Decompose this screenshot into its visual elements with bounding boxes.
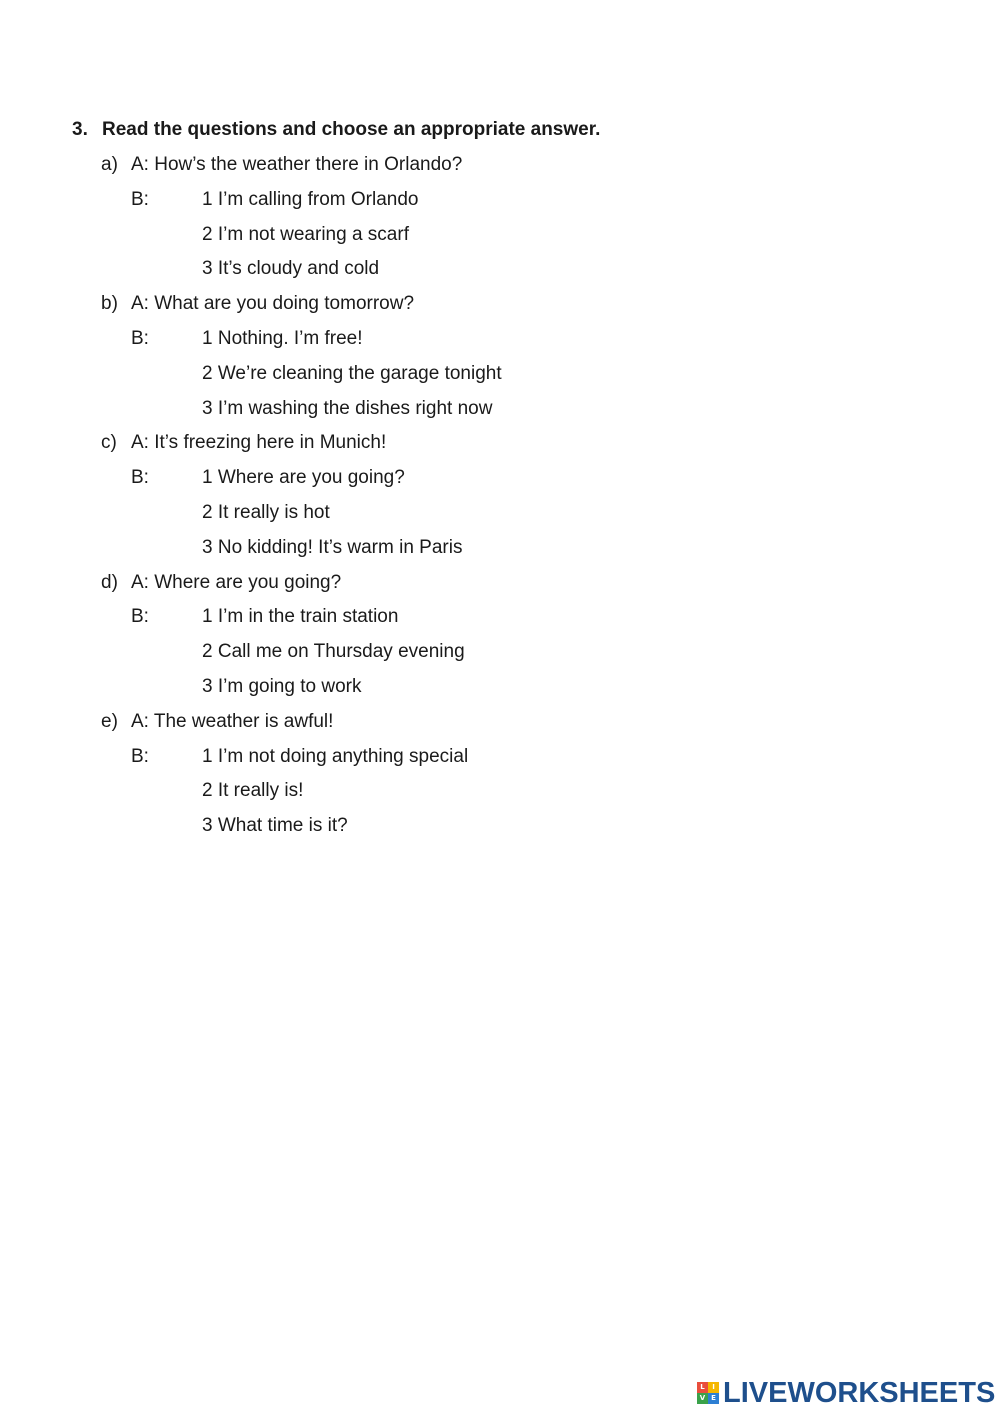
logo-mark-icon (697, 1382, 719, 1404)
answer-option[interactable]: 3 I’m washing the dishes right now (202, 397, 493, 419)
liveworksheets-logo (697, 1378, 995, 1408)
answer-option[interactable]: 2 Call me on Thursday evening (202, 641, 465, 663)
answer-option[interactable]: 3 What time is it? (202, 815, 348, 837)
answer-option[interactable]: 2 It really is hot (202, 502, 330, 523)
question-letter: a) (101, 154, 118, 175)
logo-text: LIVEWORKSHEETS (723, 1376, 996, 1409)
question-letter: e) (101, 710, 118, 732)
question-prompt: A: How’s the weather there in Orlando? (131, 154, 463, 175)
question-letter: d) (101, 571, 118, 593)
logo-mark-square: I (708, 1382, 719, 1393)
answer-option[interactable]: 1 Nothing. I’m free! (202, 328, 363, 349)
exercise-number: 3. (72, 119, 88, 140)
answer-option[interactable]: 2 I’m not wearing a scarf (202, 223, 409, 245)
question-prompt: A: The weather is awful! (131, 710, 334, 732)
answer-option[interactable]: 1 I’m not doing anything special (202, 745, 469, 767)
speaker-b-label: B: (131, 606, 149, 628)
answer-option[interactable]: 2 It really is! (202, 780, 304, 802)
question-letter: b) (101, 293, 118, 315)
answer-option[interactable]: 1 I’m calling from Orlando (202, 188, 419, 210)
question-prompt: A: What are you doing tomorrow? (131, 293, 415, 315)
speaker-b-label: B: (131, 745, 149, 767)
speaker-b-label: B: (131, 328, 149, 349)
answer-option[interactable]: 1 Where are you going? (202, 467, 405, 489)
logo-mark-square: E (708, 1393, 719, 1404)
exercise-header (72, 119, 600, 141)
exercise-instruction: Read the questions and choose an appropriate answer. (102, 119, 601, 140)
speaker-b-label: B: (131, 188, 149, 210)
question-prompt: A: It’s freezing here in Munich! (131, 432, 387, 454)
logo-mark-square: V (697, 1393, 708, 1404)
question-prompt: A: Where are you going? (131, 571, 342, 593)
answer-option[interactable]: 3 I’m going to work (202, 676, 362, 697)
question-letter: c) (101, 432, 117, 454)
speaker-b-label: B: (131, 467, 149, 489)
logo-mark-square: L (697, 1382, 708, 1393)
answer-option[interactable]: 3 No kidding! It’s warm in Paris (202, 536, 463, 558)
answer-option[interactable]: 1 I’m in the train station (202, 606, 399, 628)
answer-option[interactable]: 2 We’re cleaning the garage tonight (202, 362, 502, 384)
answer-option[interactable]: 3 It’s cloudy and cold (202, 258, 380, 280)
